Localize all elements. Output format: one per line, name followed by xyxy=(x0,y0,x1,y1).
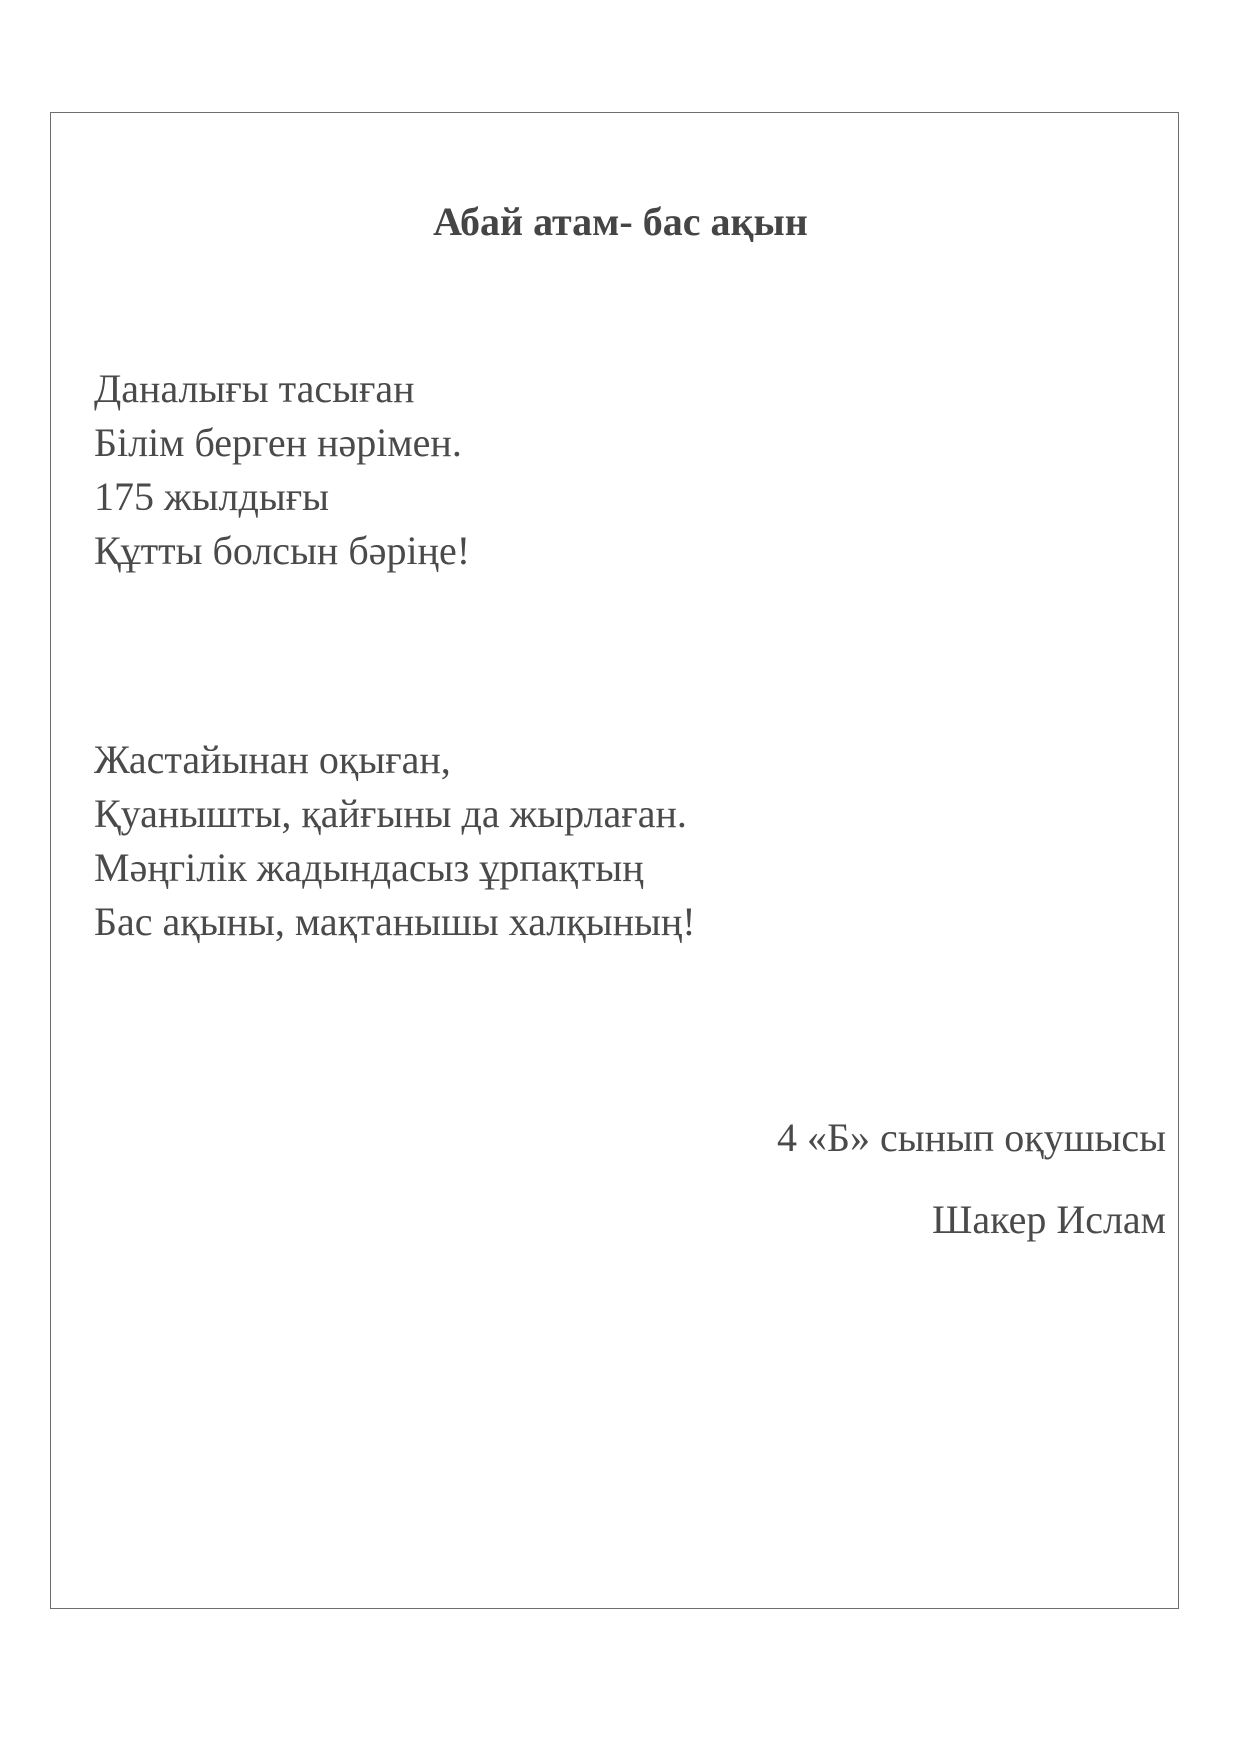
poem-line: Даналығы тасыған xyxy=(94,366,415,411)
stanza-1 xyxy=(94,362,470,578)
poem-line: Қуанышты, қайғыны да жырлаған. xyxy=(94,791,687,836)
poem-line: Құтты болсын бәріңе! xyxy=(94,528,471,573)
signature-author: Шакер Ислам xyxy=(932,1197,1166,1242)
poem-line: Жастайынан оқыған, xyxy=(94,737,451,782)
poem-title: Абай атам- бас ақын xyxy=(433,199,808,244)
poem-line: Бас ақыны, мақтанышы халқының! xyxy=(94,899,696,944)
poem-line: Мәңгілік жадындасыз ұрпақтың xyxy=(94,845,644,890)
poem-line: 175 жылдығы xyxy=(94,474,329,519)
stanza-2 xyxy=(94,733,696,949)
signature-class-line: 4 «Б» сынып оқушысы xyxy=(776,1115,1166,1160)
poem-line: Білім берген нәрімен. xyxy=(94,420,462,465)
